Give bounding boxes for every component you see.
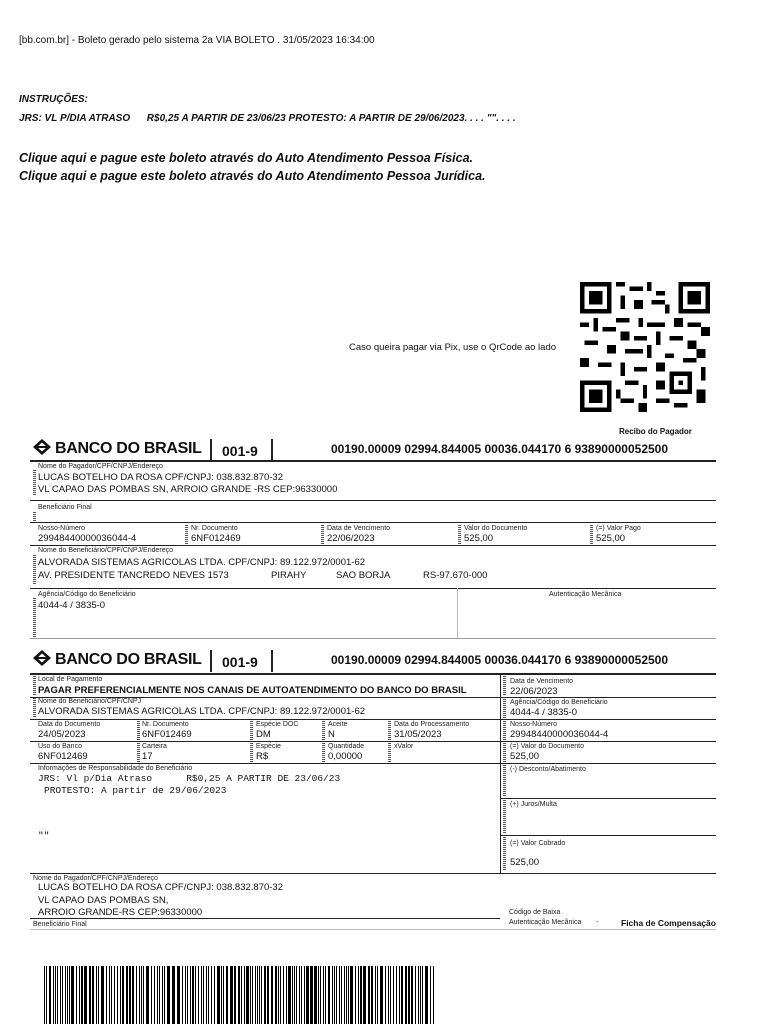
barcode-bar bbox=[120, 966, 121, 1024]
barcode-bar bbox=[348, 966, 349, 1024]
slip-data-doc-label: Data do Documento bbox=[38, 721, 101, 728]
slip-vencimento-label: Data de Vencimento bbox=[510, 678, 574, 685]
link-pessoa-fisica[interactable]: Clique aqui e pague este boleto através do Auto Atendimento Pessoa Física. bbox=[19, 151, 474, 165]
slip-especie-label: Espécie bbox=[256, 743, 281, 750]
barcode-bar bbox=[252, 966, 253, 1024]
barcode-bar bbox=[261, 966, 262, 1024]
barcode-bar bbox=[92, 966, 94, 1024]
barcode-bar bbox=[201, 966, 202, 1024]
barcode-bar bbox=[223, 966, 224, 1024]
barcode-bar bbox=[334, 966, 335, 1024]
barcode-bar bbox=[318, 966, 319, 1024]
barcode-bar bbox=[301, 966, 302, 1024]
barcode-bar bbox=[264, 966, 266, 1024]
barcode-bar bbox=[323, 966, 324, 1024]
barcode-bar bbox=[234, 966, 236, 1024]
barcode-bar bbox=[360, 966, 362, 1024]
barcode-bar bbox=[84, 966, 87, 1024]
receipt-auth-label: Autenticação Mecânica bbox=[549, 591, 622, 598]
barcode-bar bbox=[60, 966, 61, 1024]
receipt-beneficiary-addr: AV. PRESIDENTE TANCREDO NEVES 1573 bbox=[38, 570, 229, 581]
barcode-bar bbox=[257, 966, 258, 1024]
receipt-payer-line1: LUCAS BOTELHO DA ROSA CPF/CNPJ: 038.832.870-32 bbox=[38, 472, 283, 483]
barcode-bar bbox=[76, 966, 77, 1024]
slip-codigo-baixa-label: Código de Baixa bbox=[509, 909, 561, 916]
barcode-bar bbox=[346, 966, 347, 1024]
barcode-bar bbox=[328, 966, 330, 1024]
barcode-bar bbox=[185, 966, 186, 1024]
bank-logo-icon bbox=[33, 650, 51, 666]
barcode-bar bbox=[141, 966, 142, 1024]
barcode-bar bbox=[380, 966, 383, 1024]
barcode-bar bbox=[271, 966, 273, 1024]
barcode-bar bbox=[164, 966, 165, 1024]
barcode-bar bbox=[167, 966, 170, 1024]
barcode-bar bbox=[109, 966, 110, 1024]
barcode-bar bbox=[425, 966, 428, 1024]
receipt-beneficiary-label: Nome do Beneficiário/CPF/CNPJ/Endereço bbox=[38, 547, 174, 554]
barcode-bar bbox=[111, 966, 112, 1024]
barcode-bar bbox=[98, 966, 99, 1024]
barcode-bar bbox=[106, 966, 107, 1024]
barcode-bar bbox=[388, 966, 389, 1024]
barcode-bar bbox=[44, 966, 45, 1024]
barcode-bar bbox=[226, 966, 228, 1024]
barcode-bar bbox=[187, 966, 188, 1024]
barcode-bar bbox=[371, 966, 373, 1024]
barcode-bar bbox=[162, 966, 163, 1024]
receipt-nr-doc-label: Nr. Documento bbox=[191, 525, 238, 532]
slip-beneficiary: ALVORADA SISTEMAS AGRICOLAS LTDA. CPF/CNPJ: 89.122.972/0001-62 bbox=[38, 706, 366, 717]
barcode-bar bbox=[67, 966, 68, 1024]
barcode-bar bbox=[172, 966, 175, 1024]
barcode-icon bbox=[44, 966, 436, 1024]
barcode-bar bbox=[286, 966, 287, 1024]
barcode-bar bbox=[126, 966, 128, 1024]
barcode-bar bbox=[355, 966, 356, 1024]
digitable-line-top: 00190.00009 02994.844005 00036.044170 6 93890000052500 bbox=[331, 442, 669, 456]
barcode-bar bbox=[190, 966, 191, 1024]
barcode-bar bbox=[399, 966, 400, 1024]
receipt-valor-pago-label: (=) Valor Pago bbox=[596, 525, 641, 532]
barcode-bar bbox=[422, 966, 423, 1024]
barcode-bar bbox=[101, 966, 104, 1024]
slip-valor-cobrado: 525,00 bbox=[510, 857, 540, 868]
barcode-bar bbox=[255, 966, 256, 1024]
receipt-valor-doc-label: Valor do Documento bbox=[464, 525, 528, 532]
barcode-bar bbox=[401, 966, 403, 1024]
barcode-bar bbox=[49, 966, 51, 1024]
slip-desconto-label: (-) Desconto/Abatimento bbox=[510, 766, 586, 773]
slip-resp-line2: PROTESTO: A partir de 29/06/2023 bbox=[44, 785, 227, 796]
barcode-bar bbox=[230, 966, 233, 1024]
barcode-bar bbox=[306, 966, 309, 1024]
barcode-bar bbox=[241, 966, 242, 1024]
barcode-bar bbox=[415, 966, 416, 1024]
slip-carteira: 17 bbox=[142, 751, 153, 762]
barcode-bar bbox=[203, 966, 204, 1024]
slip-especie: R$ bbox=[256, 751, 269, 762]
receipt-beneficiary-line1: ALVORADA SISTEMAS AGRICOLAS LTDA. CPF/CNPJ: 89.122.972/0001-62 bbox=[38, 557, 366, 568]
bank-logo-bottom bbox=[33, 650, 202, 669]
barcode-bar bbox=[96, 966, 97, 1024]
barcode-bar bbox=[57, 966, 58, 1024]
slip-especie-doc-label: Espécie DOC bbox=[256, 721, 299, 728]
slip-valor-doc: 525,00 bbox=[510, 751, 540, 762]
barcode-bar bbox=[65, 966, 66, 1024]
barcode-bar bbox=[420, 966, 421, 1024]
barcode-bar bbox=[430, 966, 431, 1024]
barcode-bar bbox=[280, 966, 281, 1024]
barcode-bar bbox=[267, 966, 269, 1024]
barcode-bar bbox=[283, 966, 284, 1024]
barcode-bar bbox=[182, 966, 183, 1024]
slip-local-label: Local de Pagamento bbox=[38, 676, 103, 683]
slip-agency-label: Agência/Código do Beneficiário bbox=[510, 699, 608, 706]
receipt-valor-doc: 525,00 bbox=[464, 533, 494, 544]
receipt-title: Recibo do Pagador bbox=[619, 427, 692, 436]
instructions-line: JRS: VL P/DIA ATRASO R$0,25 A PARTIR DE 23/06/23 PROTESTO: A PARTIR DE 29/06/2023. . . . "". . . . bbox=[19, 113, 516, 124]
barcode-bar bbox=[143, 966, 144, 1024]
barcode-bar bbox=[433, 966, 434, 1024]
barcode-bar bbox=[221, 966, 222, 1024]
barcode-bar bbox=[122, 966, 124, 1024]
slip-resp-label: Informações de Responsabilidade do Beneficiário bbox=[38, 765, 193, 772]
barcode-bar bbox=[396, 966, 397, 1024]
receipt-payer-label: Nome do Pagador/CPF/CNPJ/Endereço bbox=[38, 463, 163, 470]
slip-aceite: N bbox=[328, 729, 335, 740]
slip-data-doc: 24/05/2023 bbox=[38, 729, 86, 740]
barcode-bar bbox=[350, 966, 353, 1024]
receipt-agency-label: Agência/Código do Beneficiário bbox=[38, 591, 136, 598]
slip-local: PAGAR PREFERENCIALMENTE NOS CANAIS DE AUTOATENDIMENTO DO BANCO DO BRASIL bbox=[38, 685, 467, 696]
barcode-bar bbox=[159, 966, 160, 1024]
barcode-bar bbox=[294, 966, 295, 1024]
barcode-bar bbox=[304, 966, 305, 1024]
receipt-final-beneficiary-label: Beneficiário Final bbox=[38, 504, 92, 511]
barcode-bar bbox=[146, 966, 149, 1024]
barcode-bar bbox=[375, 966, 376, 1024]
barcode-bar bbox=[214, 966, 215, 1024]
slip-valor-cobrado-label: (=) Valor Cobrado bbox=[510, 840, 566, 847]
bank-code-top: 001-9 bbox=[222, 443, 258, 459]
slip-payer-line2: VL CAPAO DAS POMBAS SN, bbox=[38, 895, 169, 906]
barcode-bar bbox=[418, 966, 419, 1024]
barcode-bar bbox=[344, 966, 345, 1024]
qr-code-icon[interactable] bbox=[576, 282, 714, 412]
slip-auth-dash: - bbox=[596, 919, 599, 926]
barcode-bar bbox=[198, 966, 199, 1024]
barcode-bar bbox=[177, 966, 180, 1024]
barcode-bar bbox=[259, 966, 260, 1024]
receipt-nosso-numero: 29948440000036044-4 bbox=[38, 533, 137, 544]
barcode-bar bbox=[192, 966, 194, 1024]
bank-logo-icon bbox=[33, 439, 51, 455]
bank-name: BANCO DO BRASIL bbox=[55, 440, 202, 457]
barcode-bar bbox=[129, 966, 131, 1024]
slip-auth-label: Autenticação Mecânica bbox=[509, 919, 582, 926]
barcode-bar bbox=[246, 966, 249, 1024]
barcode-bar bbox=[288, 966, 291, 1024]
receipt-beneficiary-state-cep: RS-97.670-000 bbox=[423, 570, 488, 581]
receipt-beneficiary-district: PIRAHY bbox=[271, 570, 307, 581]
barcode-bar bbox=[314, 966, 317, 1024]
receipt-beneficiary-city: SAO BORJA bbox=[336, 570, 391, 581]
slip-aceite-label: Aceite bbox=[328, 721, 348, 728]
slip-data-proc-label: Data do Processamento bbox=[394, 721, 470, 728]
barcode-bar bbox=[208, 966, 209, 1024]
barcode-bar bbox=[157, 966, 158, 1024]
slip-payer-line3: ARROIO GRANDE-RS CEP:96330000 bbox=[38, 907, 203, 918]
slip-valor-doc-label: (=) Valor do Documento bbox=[510, 743, 584, 750]
barcode-bar bbox=[53, 966, 54, 1024]
slip-final-beneficiary-label: Beneficiário Final bbox=[33, 921, 87, 928]
slip-quantidade-label: Quantidade bbox=[328, 743, 365, 750]
barcode-bar bbox=[358, 966, 359, 1024]
slip-especie-doc: DM bbox=[256, 729, 271, 740]
receipt-valor-pago: 525,00 bbox=[596, 533, 626, 544]
receipt-payer-line2: VL CAPAO DAS POMBAS SN, ARROIO GRANDE -RS CEP:96330000 bbox=[38, 484, 338, 495]
instructions-title: INSTRUÇÕES: bbox=[19, 94, 88, 105]
barcode-bar bbox=[217, 966, 220, 1024]
slip-payer-line1: LUCAS BOTELHO DA ROSA CPF/CNPJ: 038.832.870-32 bbox=[38, 882, 283, 893]
barcode-bar bbox=[368, 966, 370, 1024]
slip-agency: 4044-4 / 3835-0 bbox=[510, 707, 578, 718]
barcode-bar bbox=[81, 966, 83, 1024]
slip-uso-banco-label: Uso do Banco bbox=[38, 743, 82, 750]
slip-nr-doc-label: Nr. Documento bbox=[142, 721, 189, 728]
slip-resp-line3: "" bbox=[38, 830, 50, 841]
barcode-bar bbox=[310, 966, 313, 1024]
bank-logo-top bbox=[33, 439, 202, 458]
barcode-bar bbox=[79, 966, 80, 1024]
slip-nr-doc: 6NF012469 bbox=[142, 729, 192, 740]
barcode-bar bbox=[238, 966, 240, 1024]
barcode-bar bbox=[408, 966, 410, 1024]
barcode-bar bbox=[393, 966, 394, 1024]
barcode-bar bbox=[336, 966, 337, 1024]
barcode-bar bbox=[296, 966, 297, 1024]
bank-name: BANCO DO BRASIL bbox=[55, 651, 202, 668]
receipt-nr-doc: 6NF012469 bbox=[191, 533, 241, 544]
barcode-bar bbox=[139, 966, 140, 1024]
barcode-bar bbox=[114, 966, 115, 1024]
link-pessoa-juridica[interactable]: Clique aqui e pague este boleto através do Auto Atendimento Pessoa Jurídica. bbox=[19, 169, 486, 183]
slip-juros-label: (+) Juros/Multa bbox=[510, 801, 557, 808]
barcode-bar bbox=[299, 966, 300, 1024]
barcode-bar bbox=[206, 966, 207, 1024]
barcode-bar bbox=[320, 966, 321, 1024]
slip-resp-line1: JRS: Vl p/Dia Atraso R$0,25 A PARTIR DE 23/06/23 bbox=[38, 773, 341, 784]
slip-quantidade: 0,00000 bbox=[328, 751, 363, 762]
barcode-bar bbox=[244, 966, 245, 1024]
barcode-bar bbox=[411, 966, 413, 1024]
receipt-vencimento: 22/06/2023 bbox=[327, 533, 375, 544]
barcode-bar bbox=[154, 966, 155, 1024]
pix-instruction: Caso queira pagar via Pix, use o QrCode ao lado bbox=[349, 342, 557, 353]
barcode-bar bbox=[151, 966, 152, 1024]
receipt-nosso-numero-label: Nosso-Número bbox=[38, 525, 86, 532]
barcode-bar bbox=[69, 966, 70, 1024]
barcode-bar bbox=[71, 966, 74, 1024]
barcode-bar bbox=[250, 966, 251, 1024]
barcode-bar bbox=[325, 966, 326, 1024]
slip-nosso-numero-label: Nosso-Número bbox=[510, 721, 558, 728]
slip-payer-label: Nome do Pagador/CPF/CNPJ/Endereço bbox=[33, 875, 158, 882]
slip-beneficiary-label: Nome do Beneficiário/CPF/CNPJ bbox=[38, 698, 142, 705]
barcode-bar bbox=[46, 966, 47, 1024]
slip-ficha-label: Ficha de Compensação bbox=[621, 918, 716, 928]
barcode-bar bbox=[275, 966, 277, 1024]
barcode-bar bbox=[385, 966, 386, 1024]
receipt-agency: 4044-4 / 3835-0 bbox=[38, 600, 106, 611]
barcode-bar bbox=[363, 966, 366, 1024]
barcode-bar bbox=[62, 966, 63, 1024]
barcode-bar bbox=[390, 966, 391, 1024]
slip-vencimento: 22/06/2023 bbox=[510, 686, 558, 697]
slip-data-proc: 31/05/2023 bbox=[394, 729, 442, 740]
barcode-bar bbox=[332, 966, 333, 1024]
barcode-bar bbox=[136, 966, 137, 1024]
slip-xvalor-label: xValor bbox=[394, 743, 414, 750]
bank-code-bottom: 001-9 bbox=[222, 654, 258, 670]
barcode-bar bbox=[195, 966, 196, 1024]
slip-nosso-numero: 29948440000036044-4 bbox=[510, 729, 609, 740]
digitable-line-bottom: 00190.00009 02994.844005 00036.044170 6 93890000052500 bbox=[331, 653, 669, 667]
slip-uso-banco: 6NF012469 bbox=[38, 751, 88, 762]
barcode-bar bbox=[132, 966, 134, 1024]
barcode-bar bbox=[278, 966, 279, 1024]
page-header: [bb.com.br] - Boleto gerado pelo sistema 2a VIA BOLETO . 31/05/2023 16:34:00 bbox=[19, 35, 375, 46]
barcode-bar bbox=[211, 966, 212, 1024]
barcode-bar bbox=[89, 966, 91, 1024]
barcode-bar bbox=[117, 966, 118, 1024]
barcode-bar bbox=[405, 966, 407, 1024]
barcode-bar bbox=[55, 966, 56, 1024]
barcode-bar bbox=[341, 966, 342, 1024]
barcode-bar bbox=[377, 966, 378, 1024]
receipt-vencimento-label: Data de Vencimento bbox=[327, 525, 391, 532]
barcode-bar bbox=[292, 966, 293, 1024]
slip-carteira-label: Carteira bbox=[142, 743, 167, 750]
barcode-bar bbox=[339, 966, 340, 1024]
